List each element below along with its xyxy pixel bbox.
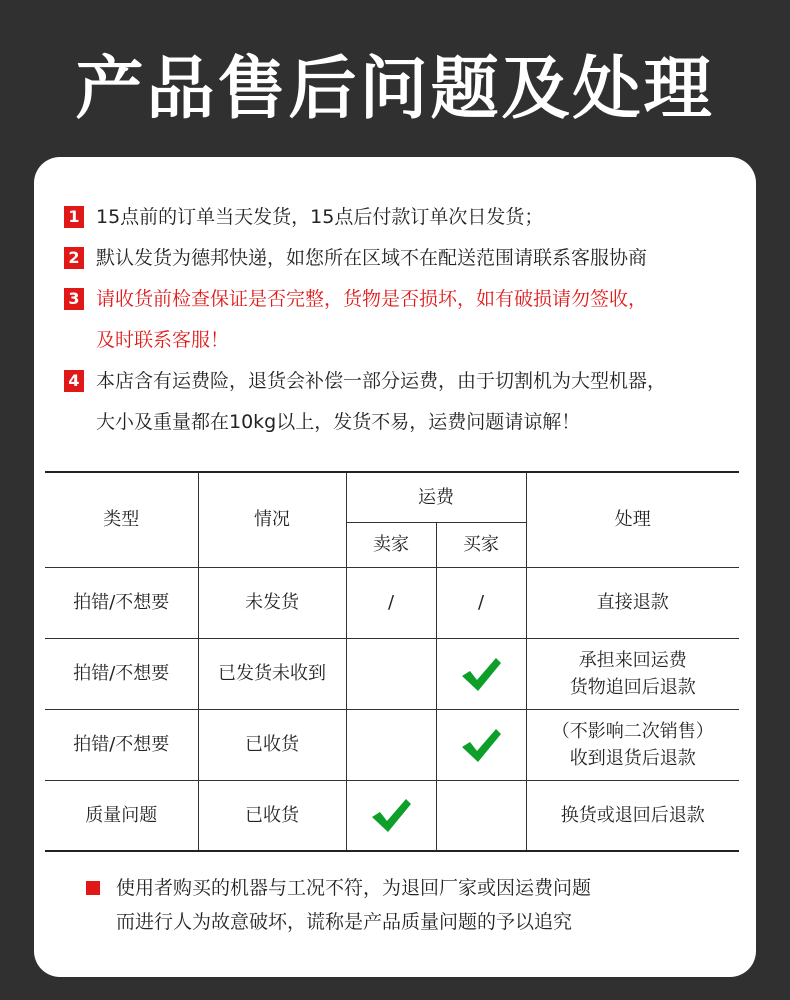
cell-buyer <box>436 709 526 780</box>
header-type: 类型 <box>45 472 198 567</box>
cell-situation: 已收货 <box>198 780 346 851</box>
header-situation: 情况 <box>198 472 346 567</box>
cell-buyer <box>436 780 526 851</box>
cell-handling <box>526 567 739 638</box>
table-row <box>45 567 739 638</box>
handling-line: （不影响二次销售） <box>551 720 714 742</box>
cell-situation: 已发货未收到 <box>198 638 346 709</box>
note-item-4 <box>64 361 744 443</box>
footer-text: 使用者购买的机器与工况不符，为退回厂家或因运费问题 <box>116 877 592 899</box>
handling-line: 收到退货后退款 <box>569 747 696 769</box>
note-item-1 <box>64 197 744 238</box>
cell-situation: 已收货 <box>198 709 346 780</box>
note-item-2 <box>64 238 744 279</box>
note-text: 请收货前检查保证是否完整，货物是否损坏，如有破损请勿签收， <box>96 288 648 310</box>
cell-handling <box>526 638 739 709</box>
after-sales-table <box>45 471 739 852</box>
note-text: 大小及重量都在10kg以上，发货不易，运费问题请谅解！ <box>96 411 581 433</box>
footer-line <box>86 905 726 939</box>
header-buyer: 买家 <box>436 522 526 567</box>
cell-type: 拍错/不想要 <box>45 709 198 780</box>
header-freight: 运费 <box>346 472 526 522</box>
note-number-badge: 1 <box>64 206 84 228</box>
bullet-square-icon <box>86 881 100 895</box>
note-text: 默认发货为德邦快递，如您所在区域不在配送范围请联系客服协商 <box>96 247 648 269</box>
page-title: 产品售后问题及处理 <box>75 50 715 129</box>
note-item-3 <box>64 279 744 361</box>
note-text: 15点前的订单当天发货，15点后付款订单次日发货； <box>96 206 544 228</box>
header-handling: 处理 <box>526 472 739 567</box>
cell-seller <box>346 638 436 709</box>
handling-line: 承担来回运费 <box>578 649 687 671</box>
handling-line: 货物追回后退款 <box>569 676 696 698</box>
check-icon <box>459 726 503 764</box>
note-text: 及时联系客服！ <box>96 329 230 351</box>
table-row <box>45 709 739 780</box>
note-number-badge: 3 <box>64 288 84 310</box>
table-row <box>45 780 739 851</box>
cell-situation: 未发货 <box>198 567 346 638</box>
cell-handling <box>526 780 739 851</box>
handling-line: 直接退款 <box>596 592 669 613</box>
cell-seller <box>346 780 436 851</box>
cell-handling <box>526 709 739 780</box>
footer-warning <box>86 871 726 939</box>
handling-line: 换货或退回后退款 <box>560 804 705 826</box>
footer-line <box>86 871 726 905</box>
cell-type: 质量问题 <box>45 780 198 851</box>
note-number-badge: 4 <box>64 370 84 392</box>
cell-type: 拍错/不想要 <box>45 567 198 638</box>
cell-seller <box>346 709 436 780</box>
footer-text: 而进行人为故意破坏，谎称是产品质量问题的予以追究 <box>116 911 573 933</box>
cell-buyer: / <box>436 567 526 638</box>
note-number-badge: 2 <box>64 247 84 269</box>
table-row <box>45 638 739 709</box>
cell-type: 拍错/不想要 <box>45 638 198 709</box>
cell-buyer <box>436 638 526 709</box>
info-card <box>34 157 756 977</box>
cell-seller: / <box>346 567 436 638</box>
check-icon <box>369 796 413 834</box>
header-seller: 卖家 <box>346 522 436 567</box>
check-icon <box>459 655 503 693</box>
notes-list <box>64 197 744 443</box>
note-text: 本店含有运费险，退货会补偿一部分运费，由于切割机为大型机器， <box>96 370 667 392</box>
